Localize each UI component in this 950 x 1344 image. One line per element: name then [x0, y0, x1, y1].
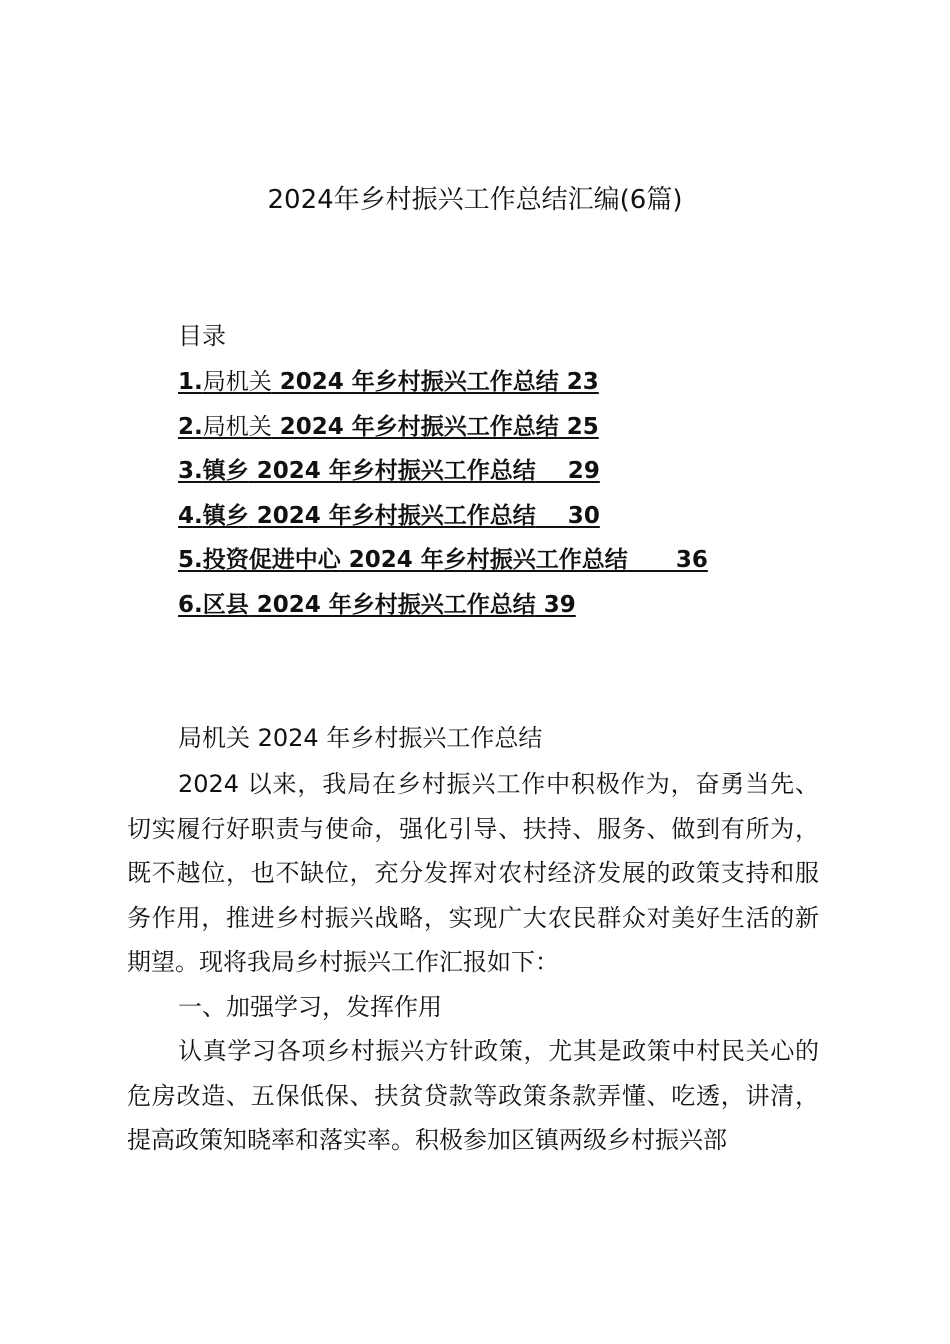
toc-entry-number: 5. [178, 547, 203, 573]
article-section-heading: 一、加强学习，发挥作用 [178, 992, 442, 1021]
toc-entry-1[interactable] [178, 360, 708, 405]
article-title: 局机关 2024 年乡村振兴工作总结 [178, 724, 543, 752]
toc-entry-2[interactable] [178, 405, 708, 450]
article-paragraph: 认真学习各项乡村振兴方针政策，尤其是政策中村民关心的危房改造、五保低保、扶贫贷款等政策条款弄懂、吃透，讲清，提高政策知晓率和落实率。积极参加区镇两级乡村振兴部 [127, 1037, 819, 1154]
toc-entry-unit: 局机关 [202, 413, 272, 440]
toc-entry-text: 2024 年乡村振兴工作总结 [248, 591, 536, 618]
toc-entry-text: 2024 年乡村振兴工作总结 [248, 458, 536, 484]
toc-entry-page: 29 [535, 458, 600, 484]
toc-entry-page: 36 [627, 547, 708, 573]
toc-entry-number: 4. [178, 502, 203, 529]
toc-entry-unit: 投资促进中心 [202, 547, 341, 573]
article-body [127, 762, 819, 1163]
toc-entry-number: 6. [178, 591, 203, 618]
toc-heading: 目录 [178, 322, 226, 350]
toc-entry-3[interactable] [178, 449, 708, 494]
toc-entry-unit: 区县 [202, 591, 249, 618]
document-title: 2024年乡村振兴工作总结汇编(6篇) [267, 185, 683, 215]
toc-entry-page: 39 [535, 591, 576, 618]
toc-entry-unit: 局机关 [202, 369, 272, 395]
toc-entry-unit: 镇乡 [202, 502, 249, 529]
article-paragraph: 2024 以来，我局在乡村振兴工作中积极作为，奋勇当先、切实履行好职责与使命，强化引导、扶持、服务、做到有所为，既不越位，也不缺位，充分发挥对农村经济发展的政策支持和服务作用，推进乡村振兴战略，实现广大农民群众对美好生活的新期望。现将我局乡村振兴工作汇报如下： [127, 770, 819, 976]
toc-entry-number: 1. [178, 369, 203, 395]
table-of-contents [178, 316, 708, 627]
toc-entry-page: 30 [535, 502, 600, 529]
toc-entry-page: 25 [558, 413, 599, 440]
toc-entry-number: 2. [178, 413, 203, 440]
toc-entry-number: 3. [178, 458, 203, 484]
toc-entry-6[interactable] [178, 583, 708, 628]
toc-entry-page: 23 [558, 369, 599, 395]
toc-entry-text: 2024 年乡村振兴工作总结 [271, 413, 559, 440]
toc-entry-4[interactable] [178, 494, 708, 539]
toc-entry-text: 2024 年乡村振兴工作总结 [248, 502, 536, 529]
toc-entry-text: 2024 年乡村振兴工作总结 [340, 547, 628, 573]
toc-entry-5[interactable] [178, 538, 708, 583]
toc-entry-unit: 镇乡 [202, 458, 249, 484]
toc-entry-text: 2024 年乡村振兴工作总结 [271, 369, 559, 395]
